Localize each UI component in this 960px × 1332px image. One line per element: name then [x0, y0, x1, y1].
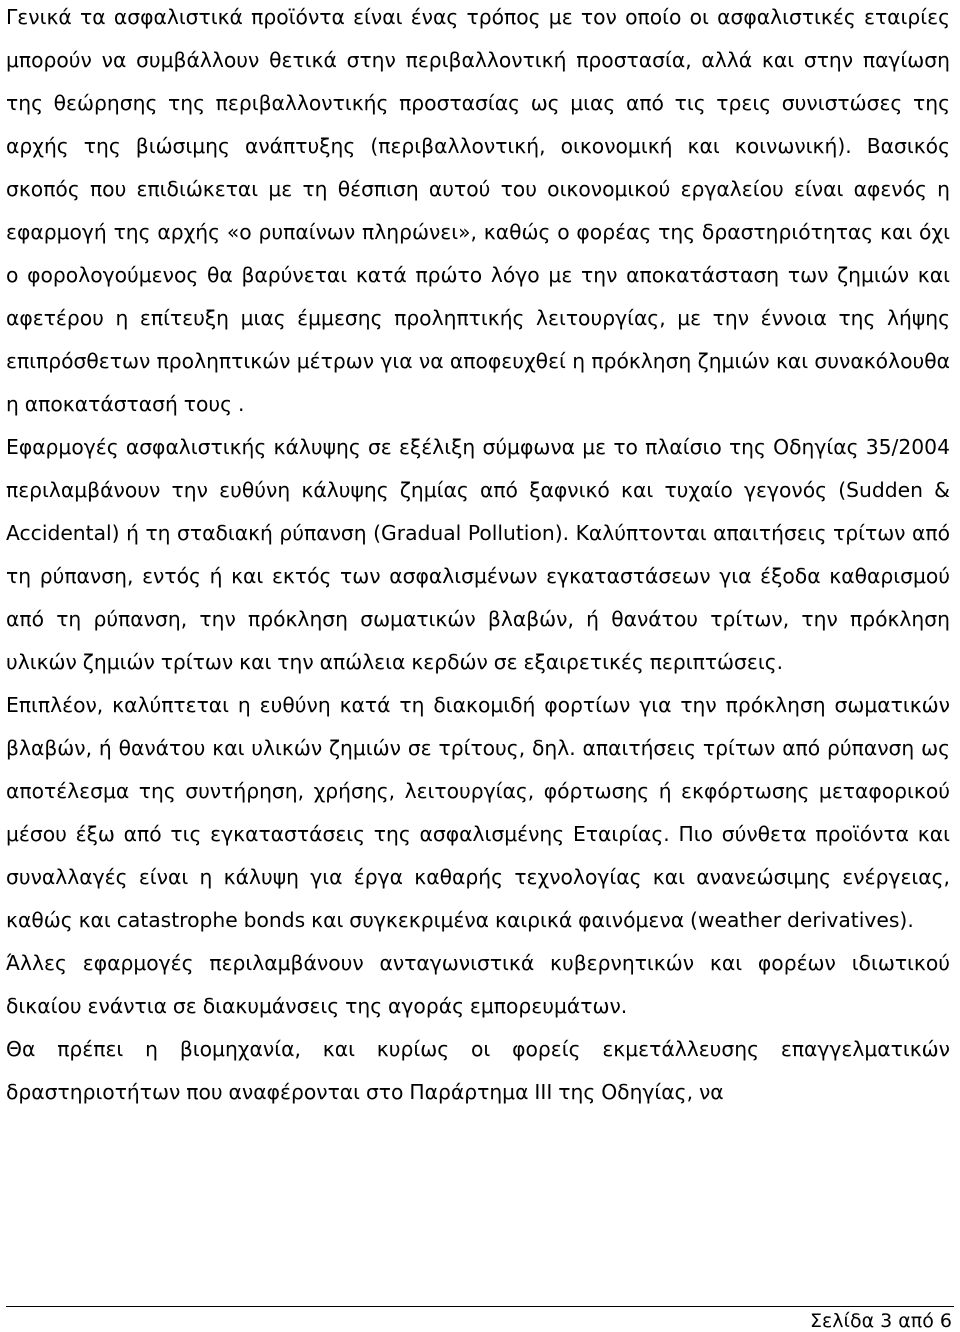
paragraph-other-applications: Άλλες εφαρμογές περιλαμβάνουν ανταγωνιστικά κυβερνητικών και φορέων ιδιωτικού δικαίου ενάντια σε διακυμάνσεις της αγοράς εμπορευμάτων. — [6, 951, 950, 1018]
footer-divider — [6, 1306, 954, 1307]
document-body — [6, 0, 950, 1114]
page-number: Σελίδα 3 από 6 — [810, 1310, 952, 1332]
paragraph-transport-liability: Επιπλέον, καλύπτεται η ευθύνη κατά τη διακομιδή φορτίων για την πρόκληση σωματικών βλαβών, ή θανάτου και υλικών ζημιών σε τρίτους, δηλ. απαιτήσεις τρίτων από ρύπανση ως αποτέλεσμα της συντήρηση, χρήσης, λειτουργίας, φόρτωσης ή εκφόρτωσης μεταφορικού μέσου έξω από τις εγκαταστάσεις της ασφαλισμένης Εταιρίας. Πιο σύνθετα προϊόντα και συναλλαγές είναι η κάλυψη για έργα καθαρής τεχνολογίας και ανανεώσιμης ενέργειας, καθώς και catastrophe bonds και συγκεκριμένα καιρικά φαινόμενα (weather derivatives). — [6, 693, 950, 932]
paragraph-insurance-products: Γενικά τα ασφαλιστικά προϊόντα είναι ένας τρόπος με τον οποίο οι ασφαλιστικές εταιρίες μπορούν να συμβάλλουν θετικά στην περιβαλλοντική προστασία, αλλά και στην παγίωση της θεώρησης της περιβαλλοντικής προστασίας ως μιας από τις τρεις συνιστώσες της αρχής της βιώσιμης ανάπτυξης (περιβαλλοντική, οικονομική και κοινωνική). Βασικός σκοπός που επιδιώκεται με τη θέσπιση αυτού του οικονομικού εργαλείου είναι αφενός η εφαρμογή της αρχής «ο ρυπαίνων πληρώνει», καθώς ο φορέας της δραστηριότητας και όχι ο φορολογούμενος θα βαρύνεται κατά πρώτο λόγο με την αποκατάσταση των ζημιών και αφετέρου η επίτευξη μιας έμμεσης προληπτικής λειτουργίας, με την έννοια της λήψης επιπρόσθετων προληπτικών μέτρων για να αποφευχθεί η πρόκληση ζημιών και συνακόλουθα η αποκατάστασή τους . — [6, 5, 950, 416]
paragraph-directive-applications: Εφαρμογές ασφαλιστικής κάλυψης σε εξέλιξη σύμφωνα με το πλαίσιο της Οδηγίας 35/2004 περιλαμβάνουν την ευθύνη κάλυψης ζημίας από ξαφνικό και τυχαίο γεγονός (Sudden & Accidental) ή τη σταδιακή ρύπανση (Gradual Pollution). Καλύπτονται απαιτήσεις τρίτων από τη ρύπανση, εντός ή και εκτός των ασφαλισμένων εγκαταστάσεων για έξοδα καθαρισμού από τη ρύπανση, την πρόκληση σωματικών βλαβών, ή θανάτου τρίτων, την πρόκληση υλικών ζημιών τρίτων και την απώλεια κερδών σε εξαιρετικές περιπτώσεις. — [6, 435, 950, 674]
paragraph-industry-obligations: Θα πρέπει η βιομηχανία, και κυρίως οι φορείς εκμετάλλευσης επαγγελματικών δραστηριοτήτων που αναφέρονται στο Παράρτημα ΙΙΙ της Οδηγίας, να — [6, 1037, 950, 1104]
